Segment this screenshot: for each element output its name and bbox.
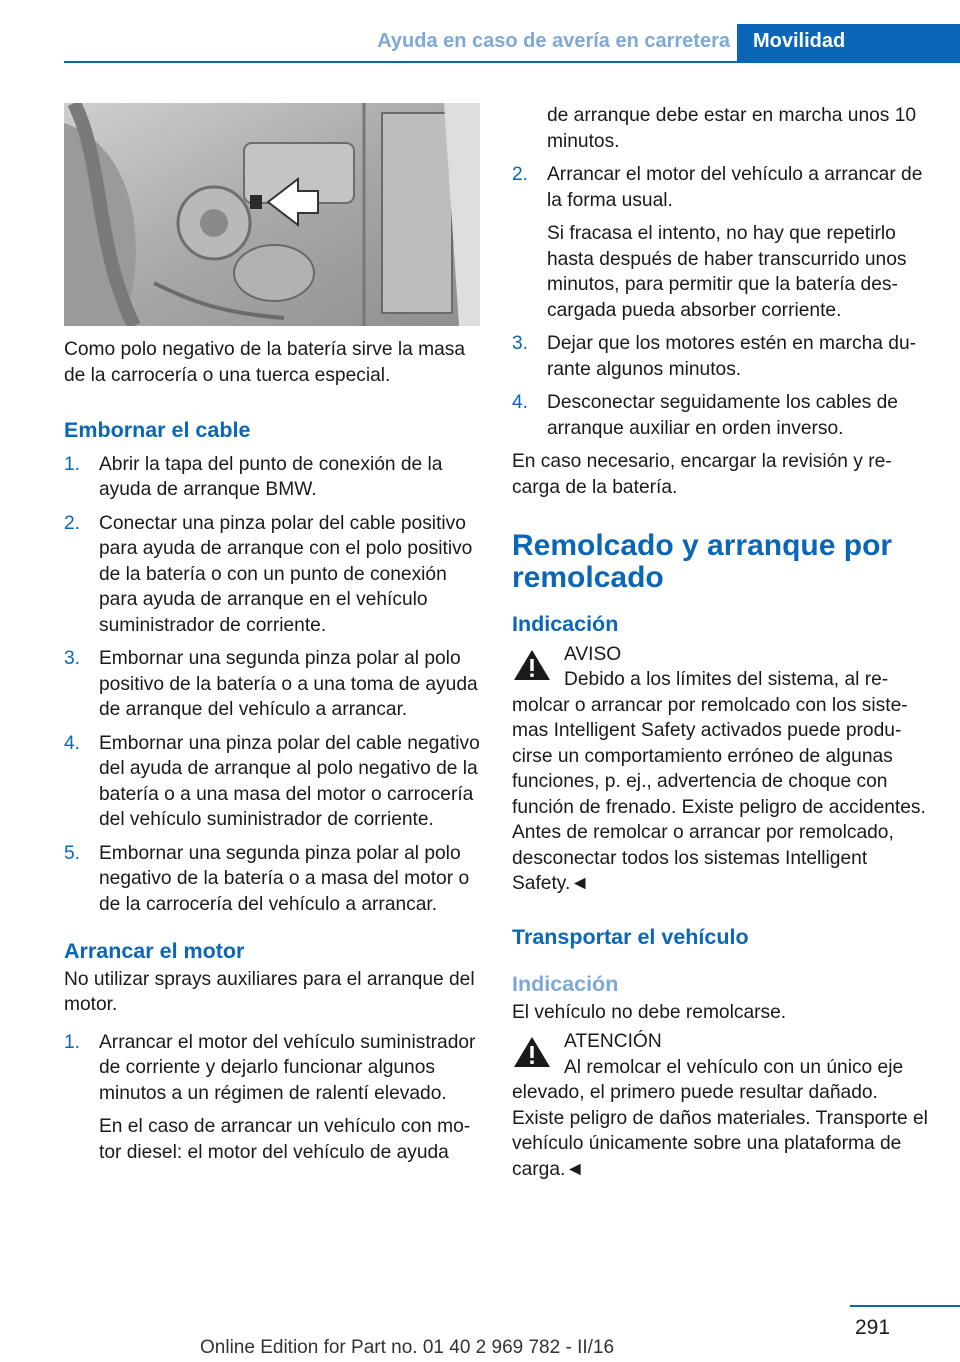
note-text: El vehículo no debe remolcarse.	[512, 1001, 787, 1023]
steps-list-continued	[512, 162, 928, 441]
step-number: 1.	[64, 453, 81, 475]
warning-title: ATENCIÓN	[564, 1031, 662, 1052]
steps-list-embornar	[64, 452, 480, 918]
heading-arrancar: Arrancar el motor	[64, 939, 245, 963]
warning-text	[512, 667, 928, 897]
step-number: 3.	[512, 333, 529, 354]
warning-body: Al remolcar el vehículo con un único eje elevado, el primero puede resultar dañado. Existe peligro de daños materiales. Transporte el vehículo únicamente sobre una plataforma de carga.◄	[512, 1056, 928, 1180]
page-header	[0, 0, 960, 62]
list-item	[512, 331, 928, 382]
list-item	[64, 511, 480, 639]
warning-body: Debido a los límites del sistema, al remolcar o arrancar por remolcado con los sistemas Intelligent Safety activados puede producirse un comportamiento erróneo de algunas funciones, p. ej., advertencia de choque con función de frenado. Existe peligro de accidentes. Antes de remolcar o arrancar por remolcado, desconectar todos los sistemas Intelligent Safety.◄	[512, 669, 926, 894]
continued-text: de arranque debe estar en marcha unos 10 minutos.	[547, 105, 917, 152]
intro-arrancar: No utilizar sprays auxiliares para el arranque del motor.	[64, 968, 475, 1015]
step-text: Desconectar seguidamente los cables de arranque auxiliar en orden inverso.	[547, 392, 898, 439]
step-body	[99, 1030, 480, 1166]
warning-box-atencion	[512, 1029, 928, 1182]
step-text: Arrancar el motor del vehículo suministrador de corriente y dejarlo funcionar algunos minutos a un régimen de ralentí elevado.	[99, 1031, 476, 1104]
list-item	[512, 390, 928, 441]
list-item	[64, 452, 480, 503]
step-text: Abrir la tapa del punto de conexión de la ayuda de arranque BMW.	[99, 453, 443, 500]
step-number: 3.	[64, 648, 81, 669]
step-number: 2.	[64, 512, 81, 534]
list-item	[64, 731, 480, 833]
engine-bay-figure	[64, 103, 480, 326]
heading-indicacion: Indicación	[512, 612, 619, 636]
step-subtext: En el caso de arrancar un vehículo con motor diesel: el motor del vehículo de ayuda	[99, 1116, 471, 1163]
list-item	[64, 841, 480, 918]
closing-text: En caso necesario, encargar la revisión y recarga de la batería.	[512, 451, 892, 498]
warning-text	[512, 1055, 928, 1183]
figure-caption: Como polo negativo de la batería sirve la masa de la carrocería o una tuerca especial.	[64, 339, 466, 386]
heading-embornar: Embornar el cable	[64, 418, 251, 442]
step-number: 2.	[512, 164, 529, 185]
step-number: 1.	[64, 1031, 81, 1053]
list-item	[64, 646, 480, 723]
section-title: Ayuda en caso de avería en carretera	[377, 30, 730, 52]
left-column	[64, 103, 480, 1173]
header-rule	[64, 61, 960, 63]
list-item	[512, 162, 928, 323]
right-column	[512, 103, 928, 1182]
step-text: Conectar una pinza polar del cable positivo para ayuda de arranque con el polo positivo de la batería o con un punto de conexión para ayuda de arranque en el vehículo suministrador de corriente.	[99, 512, 473, 636]
list-item	[64, 1030, 480, 1166]
warning-triangle-icon	[512, 1035, 552, 1069]
warning-box-aviso	[512, 642, 928, 897]
engine-bay-illustration	[64, 103, 480, 326]
heading-indicacion-2: Indicación	[512, 972, 619, 996]
step-text: Embornar una segunda pinza polar al polo positivo de la batería o a una toma de ayuda de arranque del vehículo a arrancar.	[99, 648, 478, 720]
page-number: 291	[855, 1316, 891, 1339]
step-subtext: Si fracasa el intento, no hay que repetirlo hasta después de haber transcurrido unos minutos, para permitir que la batería descargada pueda absorber corriente.	[547, 223, 907, 321]
step-number: 5.	[64, 842, 81, 864]
chapter-tab: Movilidad	[737, 24, 960, 61]
section-heading: Remolcado y arranque por remolcado	[512, 529, 893, 594]
warning-title: AVISO	[564, 643, 622, 665]
warning-triangle-icon	[512, 648, 552, 682]
step-text: Embornar una pinza polar del cable negativo del ayuda de arranque al polo negativo de la batería o a una masa del motor o carrocería del vehículo suministrador de corriente.	[99, 732, 480, 830]
step-body	[547, 162, 928, 323]
steps-list-arrancar	[64, 1030, 480, 1166]
step-number: 4.	[64, 732, 81, 754]
step-text: Embornar una segunda pinza polar al polo negativo de la batería o a masa del motor o de la carrocería del vehículo a arrancar.	[99, 842, 470, 915]
step-text: Dejar que los motores estén en marcha durante algunos minutos.	[547, 333, 917, 380]
step-text: Arrancar el motor del vehículo a arrancar de la forma usual.	[547, 164, 923, 211]
heading-transportar: Transportar el vehículo	[512, 924, 749, 949]
edition-note: Online Edition for Part no. 01 40 2 969 782 - II/16	[200, 1337, 615, 1358]
footer-rule	[850, 1305, 960, 1307]
step-number: 4.	[512, 392, 529, 413]
